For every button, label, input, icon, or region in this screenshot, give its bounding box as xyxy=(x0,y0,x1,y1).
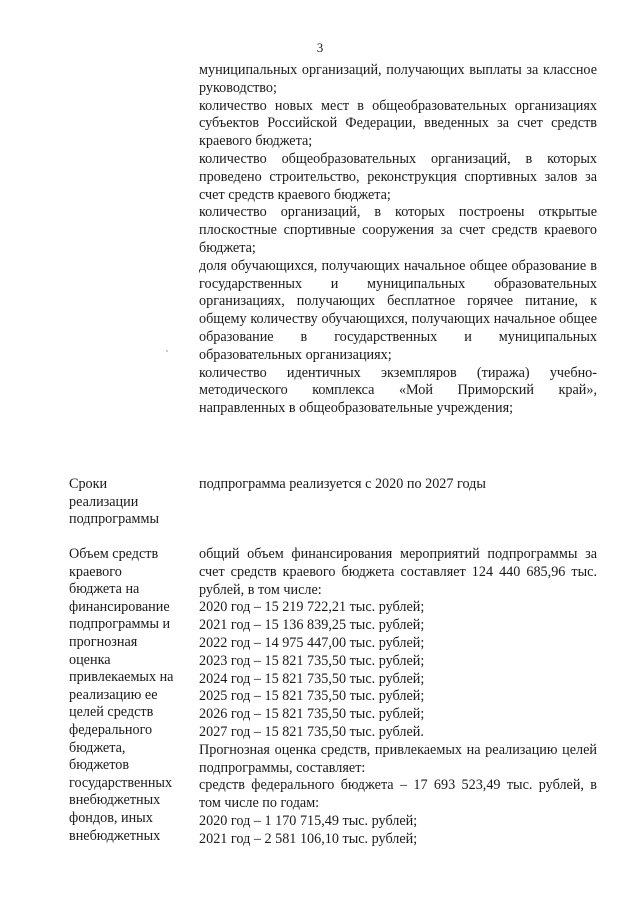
funding-label-line: внебюджетных xyxy=(69,827,161,844)
funding-label-line: государственных xyxy=(69,774,173,791)
funding-label-line: бюджетов xyxy=(69,757,130,774)
funding-label-line: краевого xyxy=(69,563,122,580)
indicator-item: количество общеобразовательных организаций, в которых проведено строительство, реконструкция спортивных залов за счет средств краевого бюджета; xyxy=(199,150,597,203)
funding-label-line: фондов, иных xyxy=(69,809,153,826)
funding-label-line: внебюджетных xyxy=(69,792,161,809)
funding-label-line: Объем средств xyxy=(69,546,159,562)
federal-total: средств федерального бюджета – 17 693 523,49 тыс. рублей, в том числе по годам: xyxy=(199,777,597,812)
funding-label-line: федерального xyxy=(69,721,153,738)
funding-year-line: 2024 год – 15 821 735,50 тыс. рублей; xyxy=(199,670,425,687)
funding-label-line: бюджета на xyxy=(69,581,140,598)
funding-label-line: оценка xyxy=(69,651,111,668)
funding-year-line: 2020 год – 15 219 722,21 тыс. рублей; xyxy=(199,599,425,616)
funding-year-line: 2026 год – 15 821 735,50 тыс. рублей; xyxy=(199,706,425,723)
funding-year-line: 2025 год – 15 821 735,50 тыс. рублей; xyxy=(199,688,425,705)
federal-year-line: 2021 год – 2 581 106,10 тыс. рублей; xyxy=(199,830,418,847)
funding-label-line: бюджета, xyxy=(69,739,126,756)
funding-label-line: привлекаемых на xyxy=(69,669,174,686)
forecast-intro: Прогнозная оценка средств, привлекаемых на реализацию целей подпрограммы, составляет: xyxy=(199,741,597,776)
term-label xyxy=(69,476,187,529)
indicator-item: доля обучающихся, получающих начальное общее образование в государственных и муниципальных образовательных организациях, получающих бесплатное горячее питание, к общему количеству обучающихся, получающих начальное общее образование в государственных и муниципальных образовательных организациях; xyxy=(199,257,597,363)
indicator-item: количество идентичных экземпляров (тиража) учебно-методического комплекса «Мой Приморский край», направленных в общеобразовательные учреждения; xyxy=(199,364,597,417)
term-label-line: Сроки xyxy=(69,476,108,492)
term-value-text: подпрограмма реализуется с 2020 по 2027 годы xyxy=(199,476,486,492)
indicators-list xyxy=(199,62,597,418)
funding-label-line: подпрограммы и xyxy=(69,616,171,633)
funding-year-line: 2021 год – 15 136 839,25 тыс. рублей; xyxy=(199,617,425,634)
indicator-item: количество организаций, в которых построены открытые плоскостные спортивные сооружения за счет средств краевого бюджета; xyxy=(199,204,597,256)
indicator-item: количество новых мест в общеобразовательных организациях субъектов Российской Федерации, введенных за счет средств краевого бюджета; xyxy=(199,97,597,150)
funding-year-line: 2022 год – 14 975 447,00 тыс. рублей; xyxy=(199,634,425,651)
indicator-item: муниципальных организаций, получающих выплаты за классное руководство; xyxy=(199,62,597,96)
funding-year-line: 2023 год – 15 821 735,50 тыс. рублей; xyxy=(199,652,425,669)
term-label-line: подпрограммы xyxy=(69,511,159,528)
funding-label-line: прогнозная xyxy=(69,633,138,650)
funding-value xyxy=(199,546,597,849)
page-number: 3 xyxy=(316,40,324,55)
funding-label xyxy=(69,546,187,845)
funding-label-line: целей средств xyxy=(69,704,154,721)
term-label-line: реализации xyxy=(69,493,139,510)
funding-label-line: финансирование xyxy=(69,598,170,615)
scan-speck xyxy=(166,350,168,352)
funding-label-line: реализацию ее xyxy=(69,686,158,703)
funding-year-line: 2027 год – 15 821 735,50 тыс. рублей. xyxy=(199,723,424,740)
funding-intro: общий объем финансирования мероприятий подпрограммы за счет средств краевого бюджета составляет 124 440 685,96 тыс. рублей, в том числе: xyxy=(199,546,597,598)
federal-year-line: 2020 год – 1 170 715,49 тыс. рублей; xyxy=(199,812,418,829)
term-value xyxy=(199,476,597,494)
